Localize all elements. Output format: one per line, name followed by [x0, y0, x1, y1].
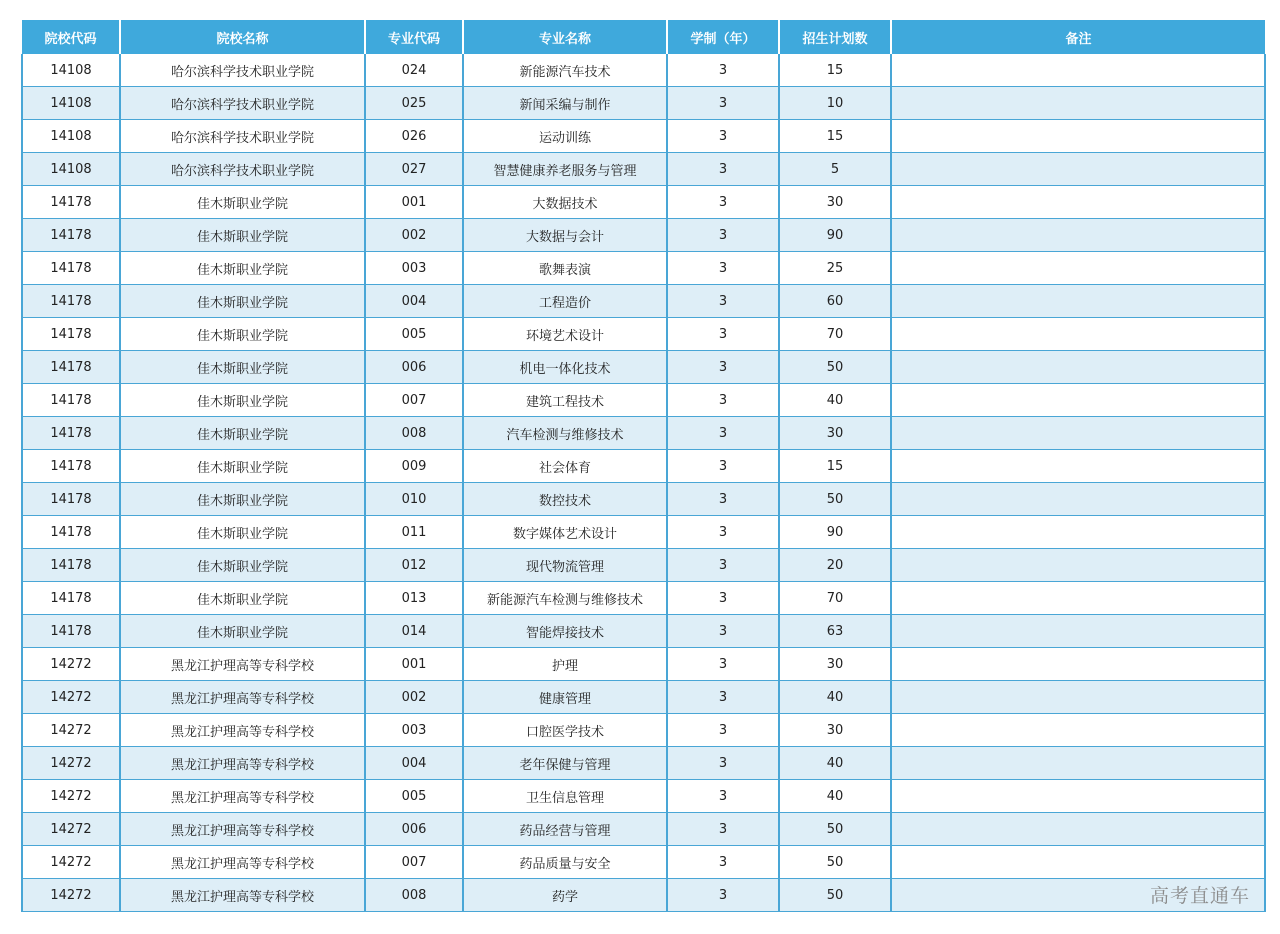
cell-school-code: 14178 [22, 384, 120, 417]
watermark-text: 高考直通车 [1149, 885, 1250, 907]
cell-major-code: 006 [365, 813, 463, 846]
cell-school-code: 14178 [22, 450, 120, 483]
cell-school-code: 14272 [22, 879, 120, 912]
cell-major-code: 004 [365, 747, 463, 780]
table-row [22, 714, 1265, 747]
cell-remarks [891, 318, 1265, 351]
table-row [22, 615, 1265, 648]
cell-major-code: 013 [365, 582, 463, 615]
cell-duration: 3 [667, 351, 779, 384]
cell-remarks [891, 780, 1265, 813]
cell-remarks [891, 714, 1265, 747]
column-header-school-code: 院校代码 [22, 20, 120, 54]
cell-school-name: 佳木斯职业学院 [120, 285, 365, 318]
cell-major-code: 012 [365, 549, 463, 582]
cell-plan-count: 40 [779, 747, 891, 780]
cell-major-code: 001 [365, 186, 463, 219]
table-row [22, 846, 1265, 879]
cell-duration: 3 [667, 780, 779, 813]
cell-school-code: 14178 [22, 615, 120, 648]
table-row [22, 252, 1265, 285]
cell-major-code: 002 [365, 219, 463, 252]
cell-plan-count: 50 [779, 813, 891, 846]
table-row [22, 186, 1265, 219]
table-row [22, 153, 1265, 186]
cell-major-code: 024 [365, 54, 463, 87]
cell-plan-count: 25 [779, 252, 891, 285]
cell-duration: 3 [667, 153, 779, 186]
cell-school-code: 14272 [22, 747, 120, 780]
cell-duration: 3 [667, 681, 779, 714]
table-row [22, 417, 1265, 450]
cell-major-code: 008 [365, 417, 463, 450]
cell-duration: 3 [667, 417, 779, 450]
cell-plan-count: 15 [779, 120, 891, 153]
cell-school-code: 14108 [22, 153, 120, 186]
cell-school-code: 14178 [22, 417, 120, 450]
cell-duration: 3 [667, 615, 779, 648]
cell-plan-count: 20 [779, 549, 891, 582]
cell-duration: 3 [667, 252, 779, 285]
cell-plan-count: 70 [779, 318, 891, 351]
table-row [22, 582, 1265, 615]
cell-major-name: 工程造价 [463, 285, 667, 318]
cell-major-name: 环境艺术设计 [463, 318, 667, 351]
cell-major-name: 智能焊接技术 [463, 615, 667, 648]
cell-duration: 3 [667, 450, 779, 483]
cell-remarks [891, 615, 1265, 648]
table-row [22, 747, 1265, 780]
table-header [22, 20, 1265, 54]
cell-plan-count: 90 [779, 516, 891, 549]
cell-major-code: 003 [365, 252, 463, 285]
table-row [22, 120, 1265, 153]
enrollment-plan-table-container [21, 20, 1264, 912]
cell-remarks [891, 351, 1265, 384]
cell-plan-count: 15 [779, 450, 891, 483]
cell-remarks [891, 846, 1265, 879]
cell-school-name: 佳木斯职业学院 [120, 549, 365, 582]
cell-duration: 3 [667, 186, 779, 219]
cell-plan-count: 50 [779, 879, 891, 912]
column-header-major-name: 专业名称 [463, 20, 667, 54]
cell-remarks [891, 87, 1265, 120]
cell-remarks [891, 285, 1265, 318]
cell-remarks [891, 120, 1265, 153]
cell-major-code: 003 [365, 714, 463, 747]
cell-remarks [891, 813, 1265, 846]
cell-remarks [891, 681, 1265, 714]
cell-plan-count: 10 [779, 87, 891, 120]
cell-major-name: 社会体育 [463, 450, 667, 483]
cell-school-name: 哈尔滨科学技术职业学院 [120, 87, 365, 120]
cell-school-name: 佳木斯职业学院 [120, 615, 365, 648]
cell-school-name: 黑龙江护理高等专科学校 [120, 780, 365, 813]
cell-school-name: 佳木斯职业学院 [120, 582, 365, 615]
cell-school-code: 14178 [22, 516, 120, 549]
column-header-remarks: 备注 [891, 20, 1265, 54]
cell-major-code: 004 [365, 285, 463, 318]
cell-plan-count: 30 [779, 648, 891, 681]
cell-school-code: 14272 [22, 813, 120, 846]
cell-school-name: 黑龙江护理高等专科学校 [120, 879, 365, 912]
table-row [22, 87, 1265, 120]
cell-duration: 3 [667, 813, 779, 846]
cell-duration: 3 [667, 516, 779, 549]
cell-major-name: 新能源汽车检测与维修技术 [463, 582, 667, 615]
table-row [22, 879, 1265, 912]
cell-duration: 3 [667, 747, 779, 780]
cell-major-name: 运动训练 [463, 120, 667, 153]
cell-school-code: 14178 [22, 252, 120, 285]
cell-school-name: 黑龙江护理高等专科学校 [120, 846, 365, 879]
cell-duration: 3 [667, 714, 779, 747]
column-header-school-name: 院校名称 [120, 20, 365, 54]
cell-plan-count: 70 [779, 582, 891, 615]
cell-remarks [891, 384, 1265, 417]
cell-school-code: 14178 [22, 483, 120, 516]
cell-major-code: 010 [365, 483, 463, 516]
column-header-plan-count: 招生计划数 [779, 20, 891, 54]
cell-school-code: 14272 [22, 681, 120, 714]
cell-school-name: 哈尔滨科学技术职业学院 [120, 54, 365, 87]
cell-major-code: 025 [365, 87, 463, 120]
cell-school-name: 佳木斯职业学院 [120, 417, 365, 450]
cell-school-name: 黑龙江护理高等专科学校 [120, 747, 365, 780]
cell-school-name: 佳木斯职业学院 [120, 186, 365, 219]
cell-major-name: 口腔医学技术 [463, 714, 667, 747]
cell-major-name: 药学 [463, 879, 667, 912]
cell-school-code: 14178 [22, 186, 120, 219]
cell-plan-count: 30 [779, 186, 891, 219]
cell-school-name: 佳木斯职业学院 [120, 318, 365, 351]
cell-remarks [891, 582, 1265, 615]
cell-duration: 3 [667, 846, 779, 879]
cell-remarks [891, 417, 1265, 450]
column-header-major-code: 专业代码 [365, 20, 463, 54]
cell-school-name: 佳木斯职业学院 [120, 351, 365, 384]
cell-duration: 3 [667, 120, 779, 153]
cell-plan-count: 40 [779, 384, 891, 417]
cell-major-name: 新闻采编与制作 [463, 87, 667, 120]
cell-major-name: 数字媒体艺术设计 [463, 516, 667, 549]
table-row [22, 648, 1265, 681]
cell-major-name: 数控技术 [463, 483, 667, 516]
table-row [22, 549, 1265, 582]
cell-remarks [891, 252, 1265, 285]
cell-duration: 3 [667, 219, 779, 252]
cell-school-code: 14272 [22, 714, 120, 747]
cell-plan-count: 90 [779, 219, 891, 252]
cell-school-name: 佳木斯职业学院 [120, 483, 365, 516]
cell-major-code: 001 [365, 648, 463, 681]
cell-major-code: 007 [365, 846, 463, 879]
cell-plan-count: 50 [779, 351, 891, 384]
column-header-duration: 学制（年） [667, 20, 779, 54]
cell-plan-count: 63 [779, 615, 891, 648]
table-row [22, 516, 1265, 549]
cell-school-code: 14178 [22, 549, 120, 582]
table-row [22, 384, 1265, 417]
table-row [22, 780, 1265, 813]
cell-plan-count: 5 [779, 153, 891, 186]
cell-major-code: 008 [365, 879, 463, 912]
cell-major-name: 现代物流管理 [463, 549, 667, 582]
cell-school-code: 14178 [22, 582, 120, 615]
table-body [22, 54, 1265, 912]
cell-school-name: 佳木斯职业学院 [120, 450, 365, 483]
cell-major-name: 歌舞表演 [463, 252, 667, 285]
cell-plan-count: 30 [779, 714, 891, 747]
cell-duration: 3 [667, 582, 779, 615]
cell-major-name: 药品质量与安全 [463, 846, 667, 879]
cell-major-name: 药品经营与管理 [463, 813, 667, 846]
cell-major-code: 005 [365, 780, 463, 813]
cell-remarks [891, 483, 1265, 516]
cell-remarks [891, 186, 1265, 219]
table-row [22, 285, 1265, 318]
cell-school-name: 黑龙江护理高等专科学校 [120, 813, 365, 846]
table-row [22, 318, 1265, 351]
table-row [22, 351, 1265, 384]
cell-major-code: 002 [365, 681, 463, 714]
cell-duration: 3 [667, 483, 779, 516]
cell-duration: 3 [667, 87, 779, 120]
cell-school-code: 14178 [22, 285, 120, 318]
cell-major-code: 014 [365, 615, 463, 648]
cell-school-name: 黑龙江护理高等专科学校 [120, 681, 365, 714]
cell-major-name: 健康管理 [463, 681, 667, 714]
cell-major-name: 智慧健康养老服务与管理 [463, 153, 667, 186]
cell-major-code: 007 [365, 384, 463, 417]
cell-major-name: 大数据与会计 [463, 219, 667, 252]
cell-major-name: 护理 [463, 648, 667, 681]
cell-remarks [891, 219, 1265, 252]
cell-remarks [891, 516, 1265, 549]
cell-major-name: 老年保健与管理 [463, 747, 667, 780]
cell-plan-count: 40 [779, 681, 891, 714]
cell-major-name: 新能源汽车技术 [463, 54, 667, 87]
cell-plan-count: 40 [779, 780, 891, 813]
cell-duration: 3 [667, 54, 779, 87]
cell-plan-count: 60 [779, 285, 891, 318]
cell-plan-count: 30 [779, 417, 891, 450]
cell-major-code: 006 [365, 351, 463, 384]
cell-school-code: 14272 [22, 648, 120, 681]
table-row [22, 483, 1265, 516]
cell-remarks [891, 450, 1265, 483]
cell-major-code: 011 [365, 516, 463, 549]
cell-school-code: 14108 [22, 54, 120, 87]
cell-duration: 3 [667, 879, 779, 912]
cell-major-code: 026 [365, 120, 463, 153]
cell-remarks [891, 54, 1265, 87]
cell-school-code: 14108 [22, 87, 120, 120]
cell-duration: 3 [667, 384, 779, 417]
table-row [22, 681, 1265, 714]
cell-remarks [891, 747, 1265, 780]
cell-school-name: 佳木斯职业学院 [120, 252, 365, 285]
cell-plan-count: 50 [779, 846, 891, 879]
cell-school-name: 黑龙江护理高等专科学校 [120, 714, 365, 747]
table-row [22, 813, 1265, 846]
table-row [22, 54, 1265, 87]
cell-major-name: 卫生信息管理 [463, 780, 667, 813]
cell-major-code: 009 [365, 450, 463, 483]
header-row [22, 20, 1265, 54]
cell-school-code: 14108 [22, 120, 120, 153]
cell-major-name: 大数据技术 [463, 186, 667, 219]
cell-school-name: 佳木斯职业学院 [120, 516, 365, 549]
cell-school-code: 14272 [22, 846, 120, 879]
cell-remarks [891, 549, 1265, 582]
cell-school-name: 哈尔滨科学技术职业学院 [120, 153, 365, 186]
cell-remarks [891, 153, 1265, 186]
cell-major-name: 建筑工程技术 [463, 384, 667, 417]
cell-duration: 3 [667, 648, 779, 681]
cell-duration: 3 [667, 549, 779, 582]
enrollment-plan-table [21, 20, 1266, 912]
cell-major-code: 027 [365, 153, 463, 186]
cell-plan-count: 15 [779, 54, 891, 87]
cell-school-code: 14178 [22, 318, 120, 351]
table-row [22, 450, 1265, 483]
cell-major-name: 汽车检测与维修技术 [463, 417, 667, 450]
cell-school-code: 14178 [22, 219, 120, 252]
table-row [22, 219, 1265, 252]
cell-duration: 3 [667, 285, 779, 318]
cell-duration: 3 [667, 318, 779, 351]
cell-major-name: 机电一体化技术 [463, 351, 667, 384]
cell-school-name: 黑龙江护理高等专科学校 [120, 648, 365, 681]
cell-plan-count: 50 [779, 483, 891, 516]
cell-school-name: 佳木斯职业学院 [120, 384, 365, 417]
cell-major-code: 005 [365, 318, 463, 351]
cell-school-name: 佳木斯职业学院 [120, 219, 365, 252]
cell-school-code: 14272 [22, 780, 120, 813]
cell-school-code: 14178 [22, 351, 120, 384]
cell-school-name: 哈尔滨科学技术职业学院 [120, 120, 365, 153]
cell-remarks [891, 648, 1265, 681]
